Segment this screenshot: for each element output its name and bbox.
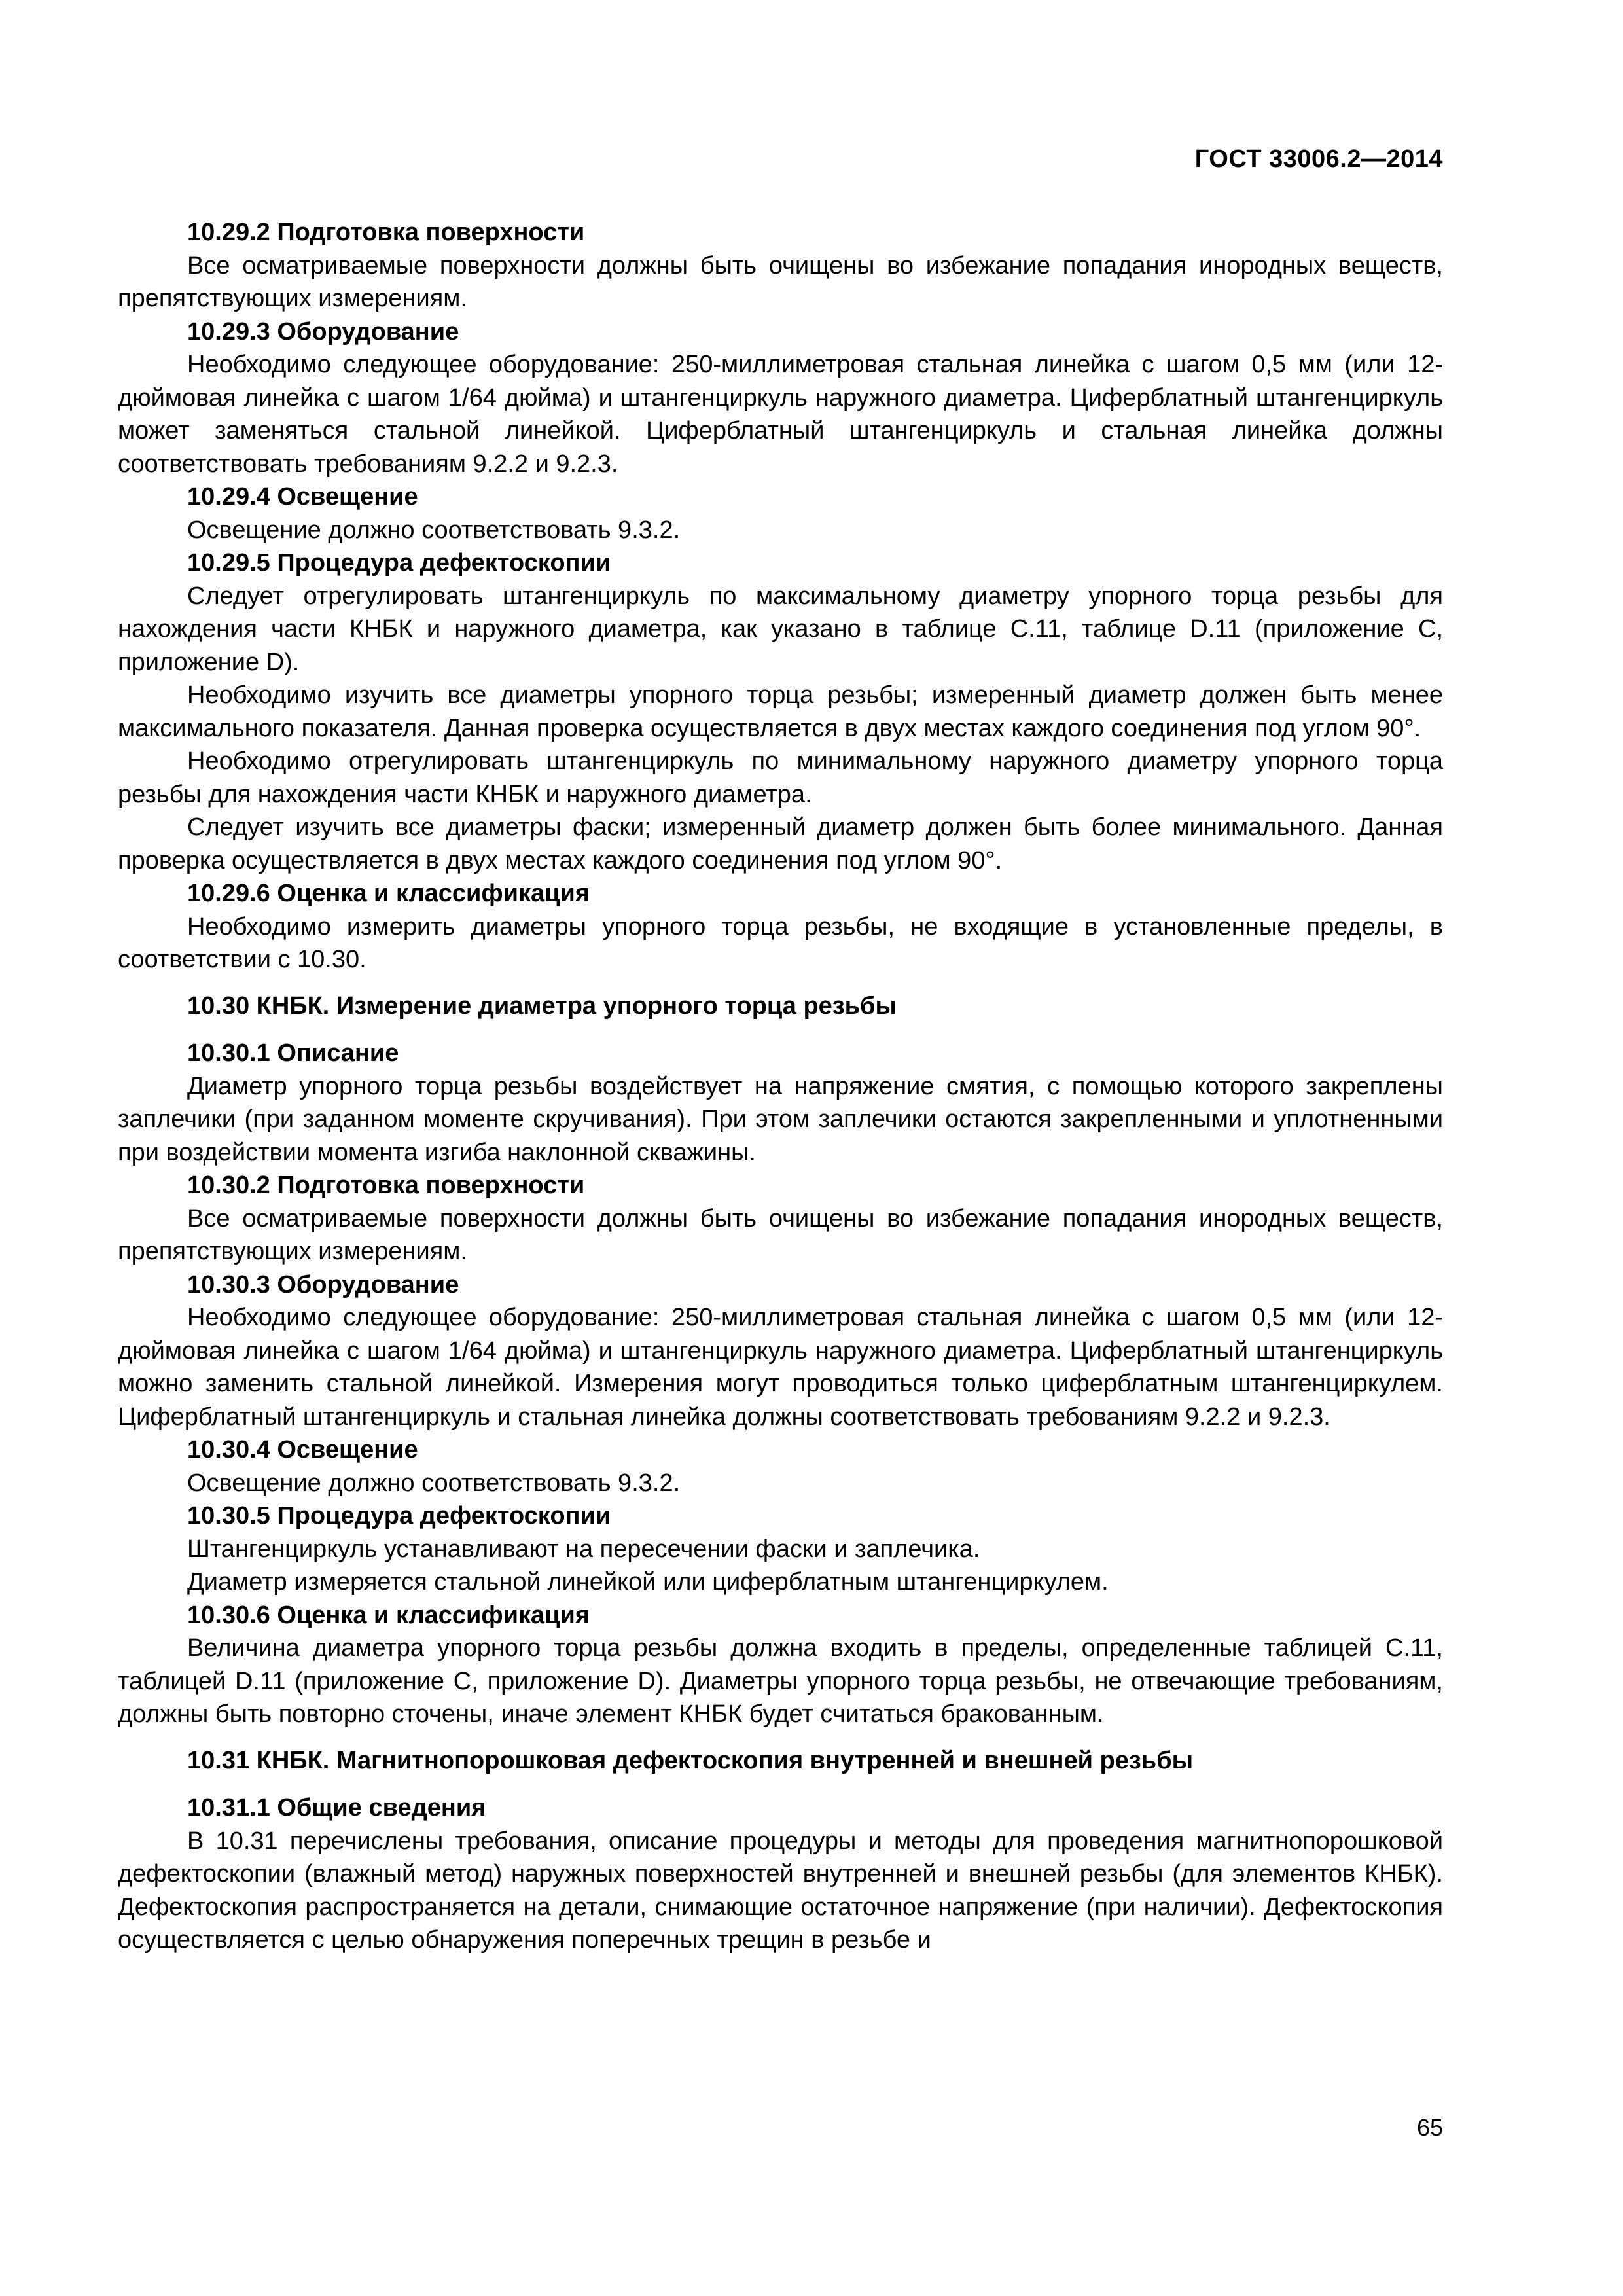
paragraph: Необходимо следующее оборудование: 250-миллиметровая стальная линейка с шагом 0,5 мм (или 12-дюймовая линейка с шагом 1/64 дюйма) и штангенциркуль наружного диаметра. Циферблатный штангенциркуль может заменяться стальной линейкой. Циферблатный штангенциркуль и стальная линейка должны соответствовать требованиям 9.2.2 и 9.2.3. bbox=[118, 351, 1443, 478]
subsection-heading: 10.30.1 Описание bbox=[187, 1039, 399, 1067]
page-number: 65 bbox=[1416, 2114, 1443, 2141]
paragraph: Диаметр измеряется стальной линейкой или циферблатным штангенциркулем. bbox=[187, 1568, 1109, 1596]
paragraph: Все осматриваемые поверхности должны быть очищены во избежание попадания инородных веществ, препятствующих измерениям. bbox=[118, 1204, 1443, 1265]
subsection-heading: 10.30.6 Оценка и классификация bbox=[187, 1601, 590, 1629]
subsection-heading: 10.29.4 Освещение bbox=[187, 483, 418, 511]
paragraph: Необходимо отрегулировать штангенциркуль по минимальному наружного диаметру упорного торца резьбы для нахождения части КНБК и наружного диаметра. bbox=[118, 747, 1443, 808]
subsection-heading: 10.30.3 Оборудование bbox=[187, 1270, 459, 1299]
subsection-heading: 10.29.2 Подготовка поверхности bbox=[187, 219, 585, 246]
paragraph: Необходимо следующее оборудование: 250-миллиметровая стальная линейка с шагом 0,5 мм (или 12-дюймовая линейка с шагом 1/64 дюйма) и штангенциркуль наружного диаметра. Циферблатный штангенциркуль можно заменить стальной линейкой. Измерения могут проводиться только циферблатным штангенциркулем. Циферблатный штангенциркуль и стальная линейка должны соответствовать требованиям 9.2.2 и 9.2.3. bbox=[118, 1304, 1443, 1431]
paragraph: В 10.31 перечислены требования, описание процедуры и методы для проведения магнитнопорошковой дефектоскопии (влажный метод) наружных поверхностей внутренней и внешней резьбы (для элементов КНБК). Дефектоскопия распространяется на детали, снимающие остаточное напряжение (при наличии). Дефектоскопия осуществляется с целью обнаружения поперечных трещин в резьбе и bbox=[118, 1827, 1443, 1954]
paragraph: Величина диаметра упорного торца резьбы должна входить в пределы, определенные таблицей C.11, таблицей D.11 (приложение C, приложение D). Диаметры упорного торца резьбы, не отвечающие требованиям, должны быть повторно сточены, иначе элемент КНБК будет считаться бракованным. bbox=[118, 1634, 1443, 1728]
subsection-heading: 10.30.4 Освещение bbox=[187, 1436, 418, 1463]
paragraph: Следует отрегулировать штангенциркуль по максимальному диаметру упорного торца резьбы для нахождения части КНБК и наружного диаметра, как указано в таблице C.11, таблице D.11 (приложение C, приложение D). bbox=[118, 582, 1443, 676]
subsection-heading: 10.29.6 Оценка и классификация bbox=[187, 880, 590, 907]
paragraph: Освещение должно соответствовать 9.3.2. bbox=[187, 516, 681, 544]
subsection-heading: 10.31.1 Общие сведения bbox=[187, 1794, 486, 1821]
subsection-heading: 10.30.2 Подготовка поверхности bbox=[187, 1172, 585, 1199]
section-heading: 10.31 КНБК. Магнитнопорошковая дефектоскопия внутренней и внешней резьбы bbox=[187, 1746, 1194, 1774]
paragraph: Следует изучить все диаметры фаски; измеренный диаметр должен быть более минимального. Данная проверка осуществляется в двух местах каждого соединения под углом 90°. bbox=[118, 814, 1443, 874]
paragraph: Необходимо изучить все диаметры упорного торца резьбы; измеренный диаметр должен быть менее максимального показателя. Данная проверка осуществляется в двух местах каждого соединения под углом 90°. bbox=[118, 681, 1443, 742]
subsection-heading: 10.30.5 Процедура дефектоскопии bbox=[187, 1502, 611, 1530]
document-body bbox=[118, 216, 1443, 1957]
paragraph: Все осматриваемые поверхности должны быть очищены во избежание попадания инородных веществ, препятствующих измерениям. bbox=[118, 251, 1443, 312]
subsection-heading: 10.29.5 Процедура дефектоскопии bbox=[187, 549, 611, 577]
document-code: ГОСТ 33006.2—2014 bbox=[1194, 145, 1443, 173]
paragraph: Освещение должно соответствовать 9.3.2. bbox=[187, 1469, 681, 1497]
section-heading: 10.30 КНБК. Измерение диаметра упорного торца резьбы bbox=[187, 992, 897, 1020]
subsection-heading: 10.29.3 Оборудование bbox=[187, 317, 459, 346]
paragraph: Необходимо измерить диаметры упорного торца резьбы, не входящие в установленные пределы, в соответствии с 10.30. bbox=[118, 912, 1443, 973]
paragraph: Диаметр упорного торца резьбы воздействует на напряжение смятия, с помощью которого закреплены заплечики (при заданном моменте скручивания). При этом заплечики остаются закрепленными и уплотненными при воздействии момента изгиба наклонной скважины. bbox=[118, 1072, 1443, 1166]
paragraph: Штангенциркуль устанавливают на пересечении фаски и заплечика. bbox=[187, 1535, 980, 1563]
